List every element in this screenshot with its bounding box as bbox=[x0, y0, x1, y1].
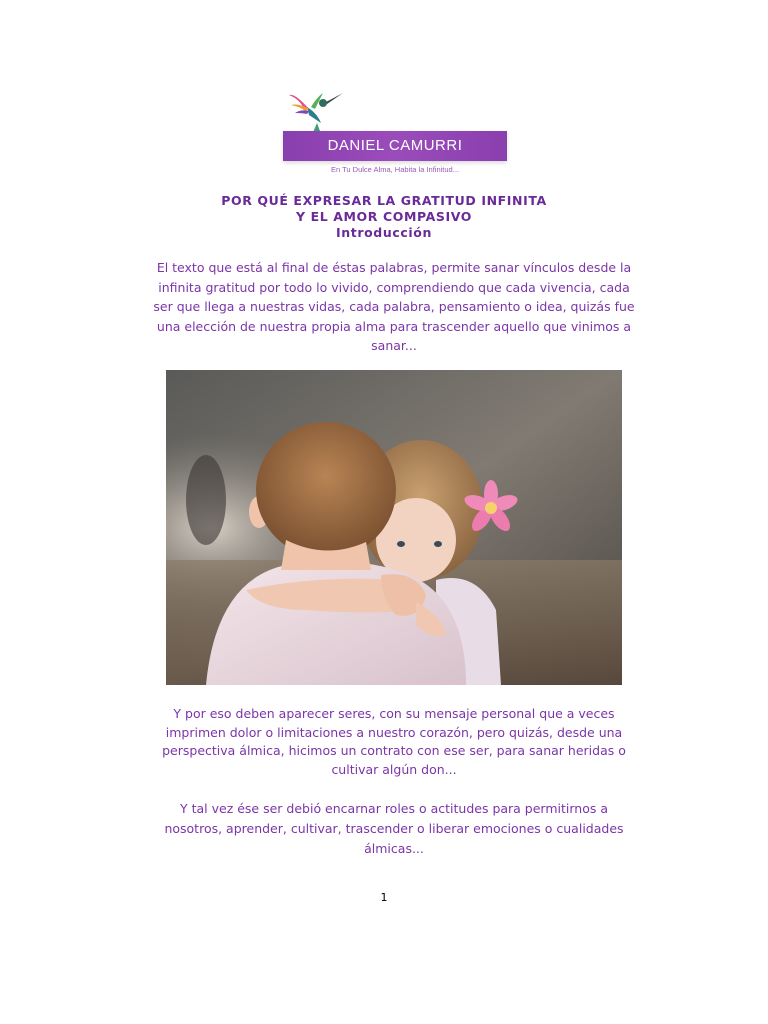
paragraph-line: álmicas... bbox=[364, 841, 424, 856]
paragraph-line: cultivar algún don... bbox=[331, 761, 457, 777]
brand-name: DANIEL CAMURRI bbox=[283, 131, 507, 161]
page-number: 1 bbox=[380, 891, 388, 904]
paragraph-line: sanar... bbox=[371, 338, 417, 353]
body-paragraph-3 bbox=[132, 799, 656, 859]
paragraph-line: perspectiva álmica, hicimos un contrato con ese ser, para sanar heridas o bbox=[162, 743, 626, 758]
paragraph-line: nosotros, aprender, cultivar, trascender o liberar emociones o cualidades bbox=[164, 821, 624, 836]
paragraph-line: infinita gratitud por todo lo vivido, comprendiendo que cada vivencia, cada bbox=[158, 279, 630, 295]
paragraph-line: El texto que está al final de éstas palabras, permite sanar vínculos desde la bbox=[156, 260, 632, 275]
paragraph-line: ser que llega a nuestras vidas, cada palabra, pensamiento o idea, quizás fue bbox=[153, 299, 635, 314]
intro-paragraph bbox=[132, 258, 656, 356]
title-line-1: POR QUÉ EXPRESAR LA GRATITUD INFINITA bbox=[221, 193, 547, 208]
brand-tagline: En Tu Dulce Alma, Habita la Infinitud... bbox=[331, 165, 459, 174]
children-hugging-photo bbox=[166, 370, 622, 685]
paragraph-line: Y tal vez ése ser debió encarnar roles o actitudes para permitirnos a bbox=[179, 801, 609, 816]
paragraph-line: una elección de nuestra propia alma para trascender aquello que vinimos a bbox=[156, 318, 632, 334]
photo-illustration bbox=[166, 370, 622, 685]
body-paragraph-2 bbox=[132, 705, 656, 779]
paragraph-line: Y por eso deben aparecer seres, con su mensaje personal que a veces bbox=[173, 706, 615, 721]
paragraph-line: imprimen dolor o limitaciones a nuestro corazón, pero quizás, desde una bbox=[165, 724, 623, 740]
title-line-2: Y EL AMOR COMPASIVO bbox=[295, 209, 473, 224]
brand-logo bbox=[283, 83, 508, 181]
document-title bbox=[0, 193, 768, 241]
title-subheading: Introducción bbox=[336, 225, 432, 240]
